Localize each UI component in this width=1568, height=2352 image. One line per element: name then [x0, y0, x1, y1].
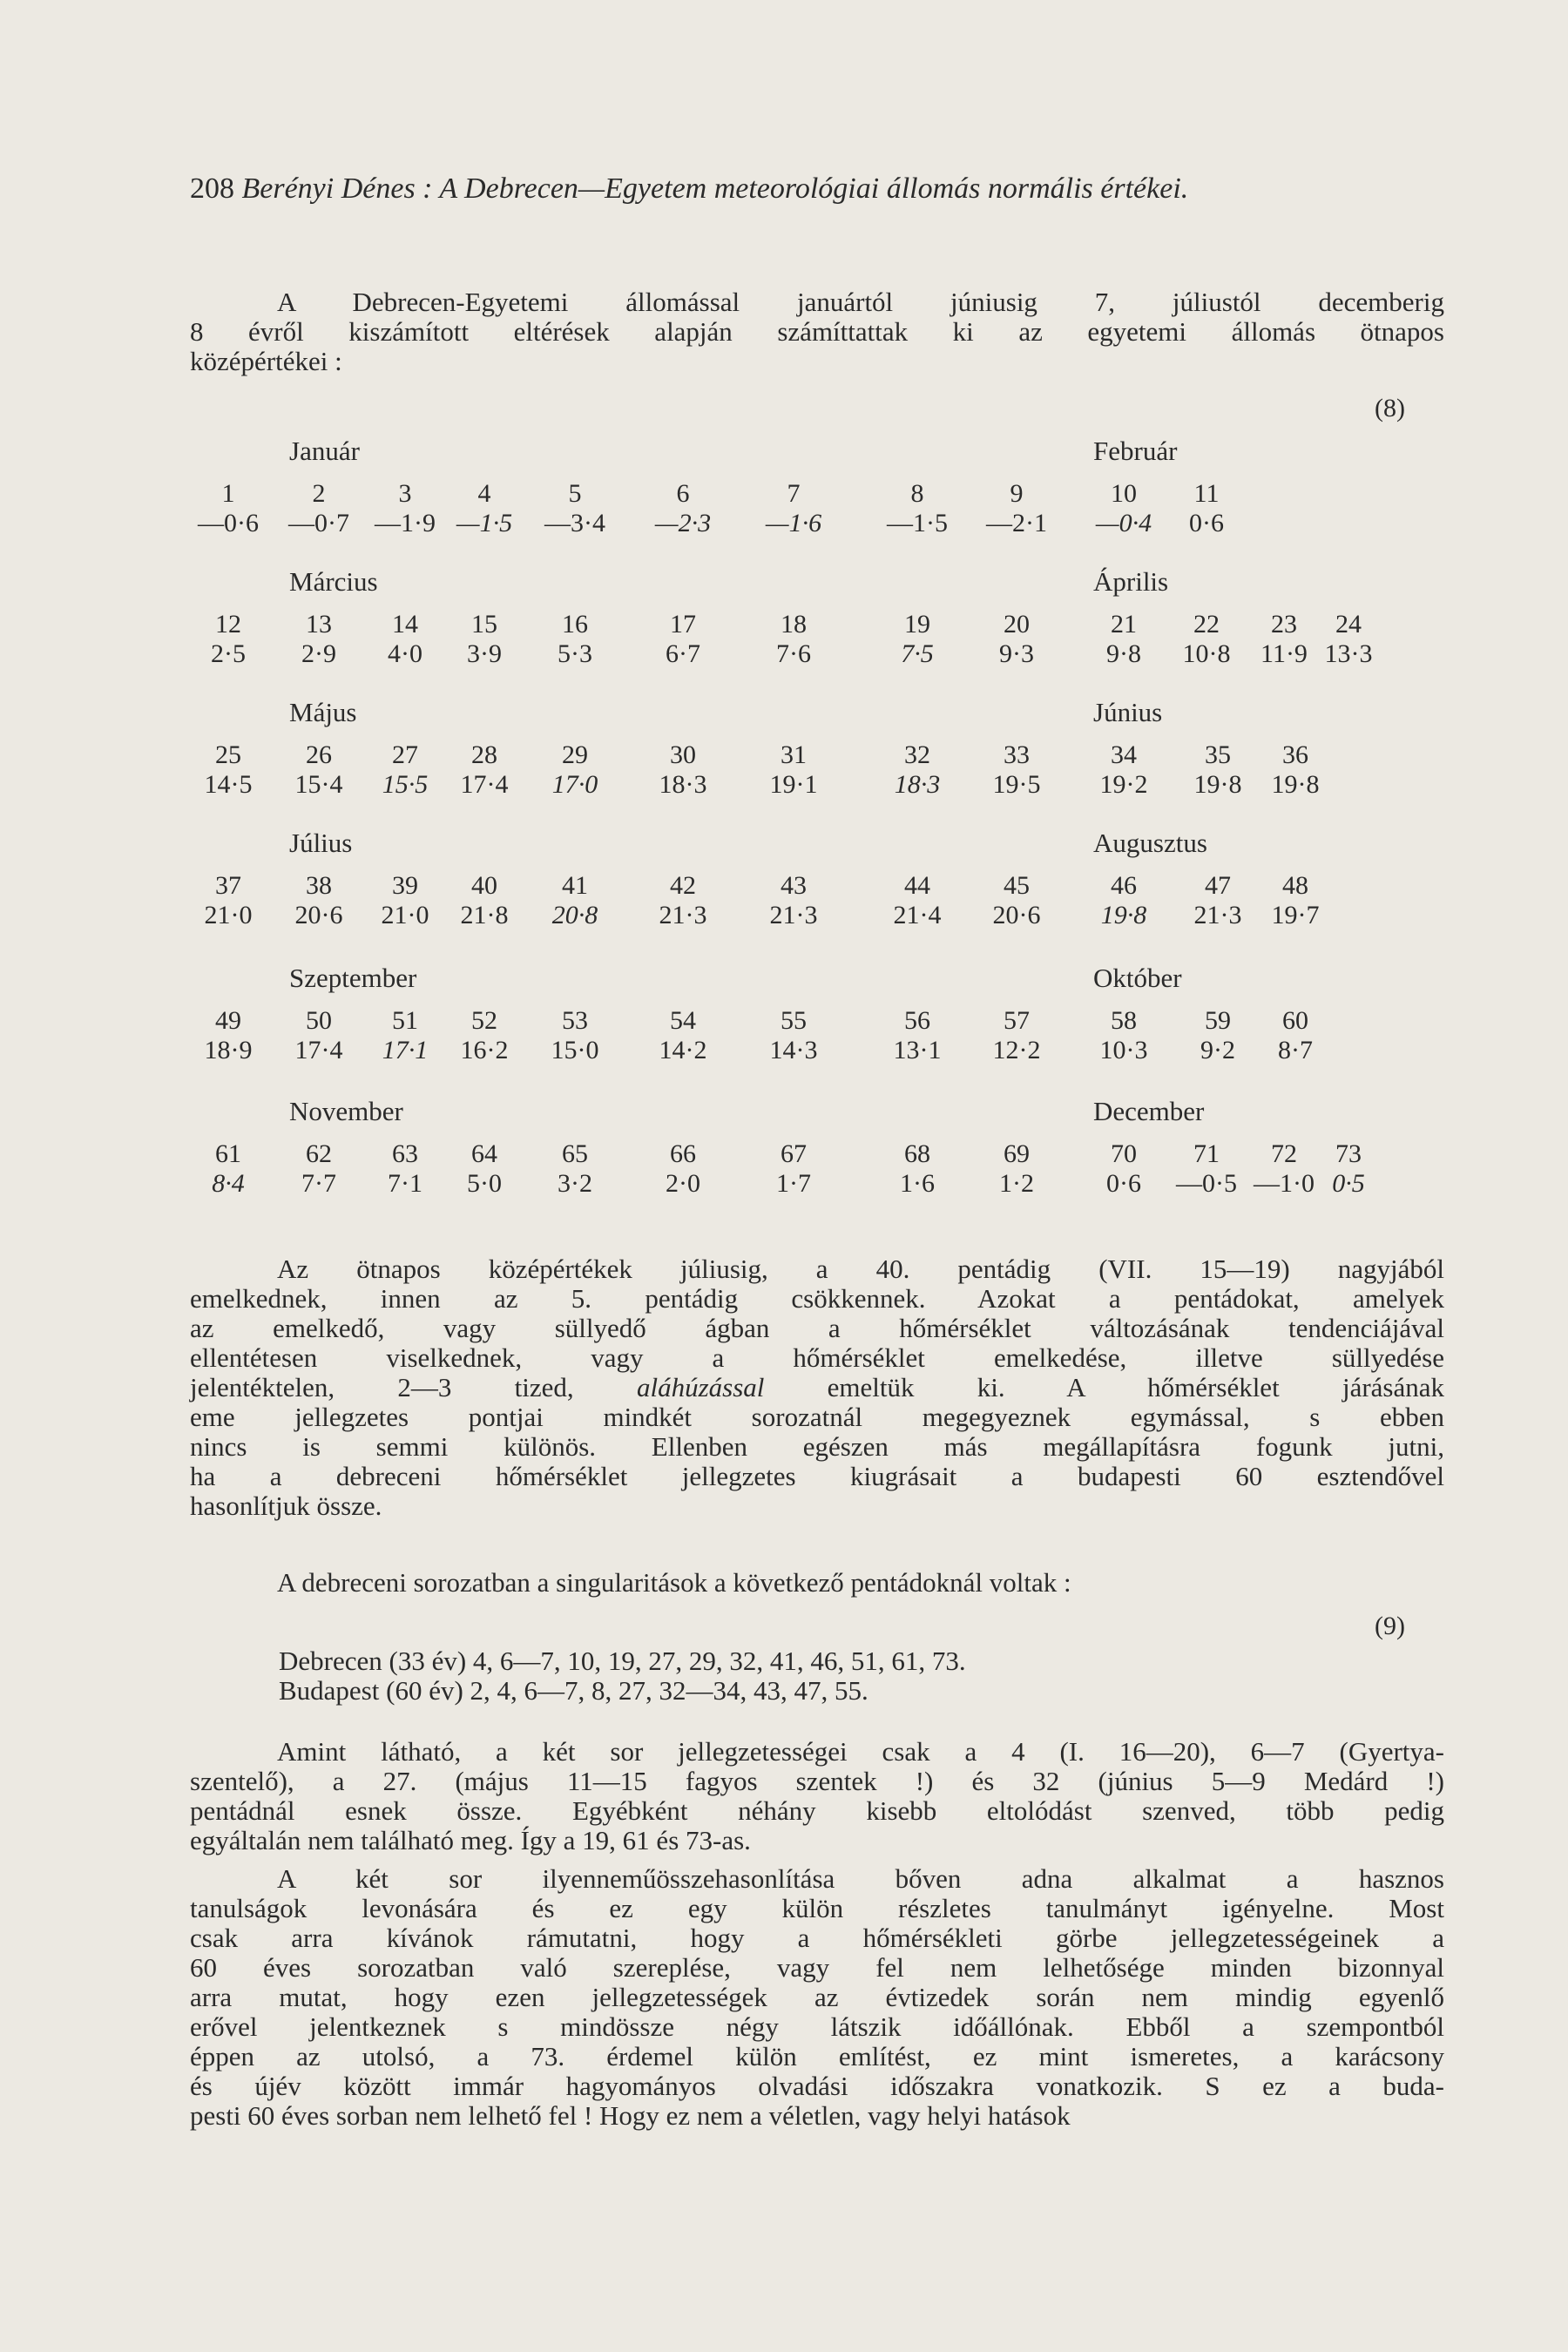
text-line: éppen az utolsó, a 73. érdemel külön említést, ez mint ismeretes, a karácsony	[190, 2041, 1444, 2072]
pentad-value: 10·8	[1182, 639, 1231, 668]
pentad-number: 13	[306, 610, 332, 639]
pentad-number: 25	[215, 740, 241, 769]
pentad-value: 1·2	[999, 1169, 1034, 1198]
pentad-number: 64	[471, 1139, 497, 1168]
pentad-number: 19	[904, 610, 930, 639]
pentad-value: 13·1	[893, 1036, 942, 1064]
month-label: Július	[289, 828, 353, 858]
pentad-value: 10·3	[1099, 1036, 1148, 1064]
pentad-value: 19·8	[1193, 770, 1242, 799]
pentad-number: 11	[1193, 479, 1220, 508]
pentad-value: —3·4	[544, 509, 605, 537]
pentad-value: —0·5	[1176, 1169, 1237, 1198]
pentad-number: 18	[781, 610, 807, 639]
pentad-number: 68	[904, 1139, 930, 1168]
pentad-number: 57	[1004, 1006, 1030, 1035]
text-line: középértékei :	[190, 346, 342, 376]
pentad-number: 21	[1111, 610, 1137, 639]
pentad-value: 8·4	[212, 1169, 245, 1198]
text-line: ha a debreceni hőmérséklet jellegzetes kiugrásait a budapesti 60 esztendővel	[190, 1461, 1444, 1491]
pentad-number: 14	[392, 610, 418, 639]
text-line: csak arra kívánok rámutatni, hogy a hőmérsékleti görbe jellegzetességeinek a	[190, 1923, 1444, 1953]
pentad-number: 7	[787, 479, 801, 508]
pentad-value: 14·2	[659, 1036, 707, 1064]
pentad-value: 8·7	[1278, 1036, 1313, 1064]
pentad-number: 34	[1111, 740, 1137, 769]
pentad-value: 21·3	[769, 901, 818, 929]
pentad-value: 15·5	[382, 770, 429, 799]
pentad-value: 20·6	[992, 901, 1041, 929]
pentad-number: 69	[1004, 1139, 1030, 1168]
pentad-value: —1·9	[375, 509, 436, 537]
text-line: Amint látható, a két sor jellegzetességei csak a 4 (I. 16—20), 6—7 (Gyertya-	[277, 1736, 1444, 1767]
pentad-value: 11·9	[1260, 639, 1308, 668]
pentad-value: 19·5	[992, 770, 1041, 799]
page-number: 208	[190, 172, 234, 205]
pentad-value: 13·3	[1324, 639, 1373, 668]
pentad-number: 59	[1205, 1006, 1231, 1035]
pentad-value: —2·3	[654, 509, 712, 537]
pentad-number: 23	[1271, 610, 1297, 639]
pentad-value: 2·5	[211, 639, 246, 668]
pentad-number: 6	[676, 479, 690, 508]
pentad-number: 55	[781, 1006, 807, 1035]
pentad-number: 50	[306, 1006, 332, 1035]
pentad-number: 26	[306, 740, 332, 769]
pentad-value: 5·0	[467, 1169, 502, 1198]
pentad-value: —0·6	[198, 509, 259, 537]
pentad-value: 21·0	[204, 901, 253, 929]
pentad-number: 62	[306, 1139, 332, 1168]
month-label: Szeptember	[289, 963, 417, 993]
pentad-value: 15·4	[294, 770, 343, 799]
pentad-number: 27	[392, 740, 418, 769]
month-label: Október	[1093, 963, 1182, 993]
pentad-value: —0·4	[1095, 509, 1152, 537]
pentad-number: 38	[306, 871, 332, 900]
text-line: A két sor ilyenneműösszehasonlítása bőven adna alkalmat a hasznos	[277, 1863, 1444, 1894]
text-line: ellentétesen viselkednek, vagy a hőmérséklet emelkedése, illetve süllyedése	[190, 1342, 1444, 1373]
pentad-number: 72	[1271, 1139, 1297, 1168]
pentad-number: 30	[670, 740, 696, 769]
pentad-value: 12·2	[992, 1036, 1041, 1064]
equation-number-8: (8)	[1375, 394, 1405, 422]
pentad-value: 19·7	[1271, 901, 1320, 929]
pentad-number: 20	[1004, 610, 1030, 639]
pentad-number: 3	[398, 479, 412, 508]
pentad-value: —1·0	[1254, 1169, 1315, 1198]
pentad-value: 1·7	[776, 1169, 811, 1198]
pentad-value: 7·5	[901, 639, 934, 668]
emphasis: aláhúzással	[636, 1372, 765, 1402]
running-header	[190, 172, 1444, 206]
intro-paragraph	[190, 287, 1444, 376]
pentad-number: 16	[562, 610, 588, 639]
pentad-value: 2·9	[301, 639, 336, 668]
pentad-value: 6·7	[666, 639, 700, 668]
pentad-number: 31	[781, 740, 807, 769]
text-line: Az ötnapos középértékek júliusig, a 40. pentádig (VII. 15—19) nagyjából	[277, 1254, 1444, 1284]
pentad-value: 1·6	[900, 1169, 935, 1198]
month-label: Augusztus	[1093, 828, 1207, 858]
pentad-value: 0·6	[1106, 1169, 1141, 1198]
pentad-value: 19·1	[769, 770, 818, 799]
text-line: az emelkedő, vagy süllyedő ágban a hőmérséklet változásának tendenciájával	[190, 1313, 1444, 1343]
budapest-line: Budapest (60 év) 2, 4, 6—7, 8, 27, 32—34, 43, 47, 55.	[279, 1675, 868, 1706]
pentad-value: 2·0	[666, 1169, 700, 1198]
pentad-number: 45	[1004, 871, 1030, 900]
pentad-number: 9	[1010, 479, 1024, 508]
pentad-number: 24	[1335, 610, 1362, 639]
month-label: Június	[1093, 697, 1163, 727]
paragraph-4	[190, 1737, 1444, 1855]
pentad-value: 17·4	[460, 770, 509, 799]
pentad-number: 4	[477, 479, 491, 508]
pentad-number: 71	[1193, 1139, 1220, 1168]
pentad-value: 15·0	[551, 1036, 599, 1064]
pentad-value: 14·5	[204, 770, 253, 799]
pentad-number: 28	[471, 740, 497, 769]
pentad-number: 56	[904, 1006, 930, 1035]
pentad-value: 21·3	[1193, 901, 1242, 929]
text-line: jelentéktelen, 2—3 tized, aláhúzással emeltük ki. A hőmérséklet járásának	[190, 1372, 1444, 1402]
pentad-value: 21·3	[659, 901, 707, 929]
month-label: Február	[1093, 436, 1178, 466]
pentad-value: 17·0	[551, 770, 598, 799]
pentad-value: 18·9	[204, 1036, 253, 1064]
paragraph-5	[190, 1864, 1444, 2131]
pentad-value: 9·3	[999, 639, 1034, 668]
text-line: emelkednek, innen az 5. pentádig csökkennek. Azokat a pentádokat, amelyek	[190, 1283, 1444, 1314]
pentad-value: 3·2	[558, 1169, 592, 1198]
pentad-number: 44	[904, 871, 930, 900]
pentad-value: —2·1	[986, 509, 1047, 537]
pentad-value: 19·8	[1100, 901, 1147, 929]
pentad-value: —1·5	[456, 509, 513, 537]
pentad-value: 18·3	[659, 770, 707, 799]
month-label: Április	[1093, 566, 1169, 597]
debrecen-line: Debrecen (33 év) 4, 6—7, 10, 19, 27, 29, 32, 41, 46, 51, 61, 73.	[279, 1646, 966, 1676]
paragraph-3: A debreceni sorozatban a singularitások a következő pentádoknál voltak :	[277, 1567, 1071, 1598]
pentad-number: 17	[670, 610, 696, 639]
text-line: tanulságok levonására és ez egy külön részletes tanulmányt igényelne. Most	[190, 1893, 1444, 1923]
text-line: 60 éves sorozatban való szereplése, vagy fel nem lelhetősége minden bizonnyal	[190, 1952, 1444, 1983]
pentad-value: 0·5	[1332, 1169, 1365, 1198]
pentad-number: 12	[215, 610, 241, 639]
month-label: Március	[289, 566, 378, 597]
text-line: erővel jelentkeznek s mindössze négy látszik időállónak. Ebből a szempontból	[190, 2011, 1444, 2042]
text-line: hasonlítjuk össze.	[190, 1490, 382, 1521]
pentad-value: 7·1	[388, 1169, 422, 1198]
pentad-number: 35	[1205, 740, 1231, 769]
pentad-number: 2	[312, 479, 326, 508]
pentad-value: 7·7	[301, 1169, 336, 1198]
pentad-number: 63	[392, 1139, 418, 1168]
text-line: és újév között immár hagyományos olvadási időszakra vonatkozik. S ez a buda-	[190, 2071, 1444, 2101]
pentad-number: 48	[1282, 871, 1308, 900]
pentad-number: 58	[1111, 1006, 1137, 1035]
month-label: December	[1093, 1096, 1205, 1126]
pentad-number: 47	[1205, 871, 1231, 900]
pentad-number: 70	[1111, 1139, 1137, 1168]
pentad-number: 10	[1111, 479, 1137, 508]
text-line: egyáltalán nem található meg. Így a 19, 61 és 73-as.	[190, 1825, 751, 1855]
running-title: Berényi Dénes : A Debrecen—Egyetem meteorológiai állomás normális értékei.	[241, 172, 1189, 205]
pentad-number: 5	[568, 479, 582, 508]
pentad-value: 21·4	[893, 901, 942, 929]
pentad-number: 42	[670, 871, 696, 900]
pentad-value: 17·4	[294, 1036, 343, 1064]
pentad-number: 54	[670, 1006, 696, 1035]
pentad-value: 4·0	[388, 639, 422, 668]
month-label: November	[289, 1096, 403, 1126]
pentad-value: 21·0	[381, 901, 429, 929]
pentad-value: 19·2	[1099, 770, 1148, 799]
pentad-number: 67	[781, 1139, 807, 1168]
pentad-value: 19·8	[1271, 770, 1320, 799]
pentad-value: 0·6	[1189, 509, 1224, 537]
pentad-value: —0·7	[288, 509, 349, 537]
pentad-number: 51	[392, 1006, 418, 1035]
pentad-number: 1	[221, 479, 235, 508]
pentad-number: 39	[392, 871, 418, 900]
pentad-number: 65	[562, 1139, 588, 1168]
equation-number-9: (9)	[1375, 1612, 1405, 1640]
pentad-number: 37	[215, 871, 241, 900]
text-line: arra mutat, hogy ezen jellegzetességek az évtizedek során nem mindig egyenlő	[190, 1982, 1444, 2012]
pentad-value: 5·3	[558, 639, 592, 668]
pentad-number: 33	[1004, 740, 1030, 769]
pentad-value: —1·6	[765, 509, 822, 537]
pentad-value: 7·6	[776, 639, 811, 668]
paragraph-2	[190, 1254, 1444, 1521]
pentad-value: —1·5	[887, 509, 948, 537]
singularities-list	[279, 1646, 966, 1706]
pentad-value: 21·8	[460, 901, 509, 929]
pentad-value: 18·3	[894, 770, 941, 799]
pentad-value: 20·8	[551, 901, 598, 929]
pentad-number: 61	[215, 1139, 241, 1168]
pentad-number: 43	[781, 871, 807, 900]
pentad-value: 17·1	[382, 1036, 429, 1064]
text-line: 8 évről kiszámított eltérések alapján számíttattak ki az egyetemi állomás ötnapos	[190, 316, 1444, 347]
pentad-number: 29	[562, 740, 588, 769]
text-line: szentelő), a 27. (május 11—15 fagyos szentek !) és 32 (június 5—9 Medárd !)	[190, 1766, 1444, 1796]
text-line: pesti 60 éves sorban nem lelhető fel ! Hogy ez nem a véletlen, vagy helyi hatások	[190, 2100, 1071, 2131]
pentad-number: 36	[1282, 740, 1308, 769]
pentad-value: 20·6	[294, 901, 343, 929]
pentad-value: 14·3	[769, 1036, 818, 1064]
pentad-number: 15	[471, 610, 497, 639]
text-line: eme jellegzetes pontjai mindkét sorozatnál megegyeznek egymással, s ebben	[190, 1402, 1444, 1432]
month-label: Május	[289, 697, 357, 727]
pentad-number: 46	[1111, 871, 1137, 900]
text-line: nincs is semmi különös. Ellenben egészen más megállapításra fogunk jutni,	[190, 1431, 1444, 1462]
pentad-value: 16·2	[460, 1036, 509, 1064]
pentad-value: 9·2	[1200, 1036, 1235, 1064]
pentad-number: 8	[910, 479, 924, 508]
text-line: pentádnál esnek össze. Egyébként néhány kisebb eltolódást szenved, több pedig	[190, 1795, 1444, 1826]
pentad-number: 60	[1282, 1006, 1308, 1035]
pentad-number: 53	[562, 1006, 588, 1035]
pentad-number: 40	[471, 871, 497, 900]
pentad-value: 9·8	[1106, 639, 1141, 668]
pentad-number: 22	[1193, 610, 1220, 639]
pentad-value: 3·9	[467, 639, 502, 668]
pentad-number: 52	[471, 1006, 497, 1035]
pentad-number: 49	[215, 1006, 241, 1035]
pentad-number: 66	[670, 1139, 696, 1168]
month-label: Január	[289, 436, 360, 466]
text-line: A Debrecen-Egyetemi állomással januártól júniusig 7, júliustól decemberig	[277, 287, 1444, 317]
pentad-number: 73	[1335, 1139, 1362, 1168]
pentad-number: 32	[904, 740, 930, 769]
pentad-number: 41	[562, 871, 588, 900]
